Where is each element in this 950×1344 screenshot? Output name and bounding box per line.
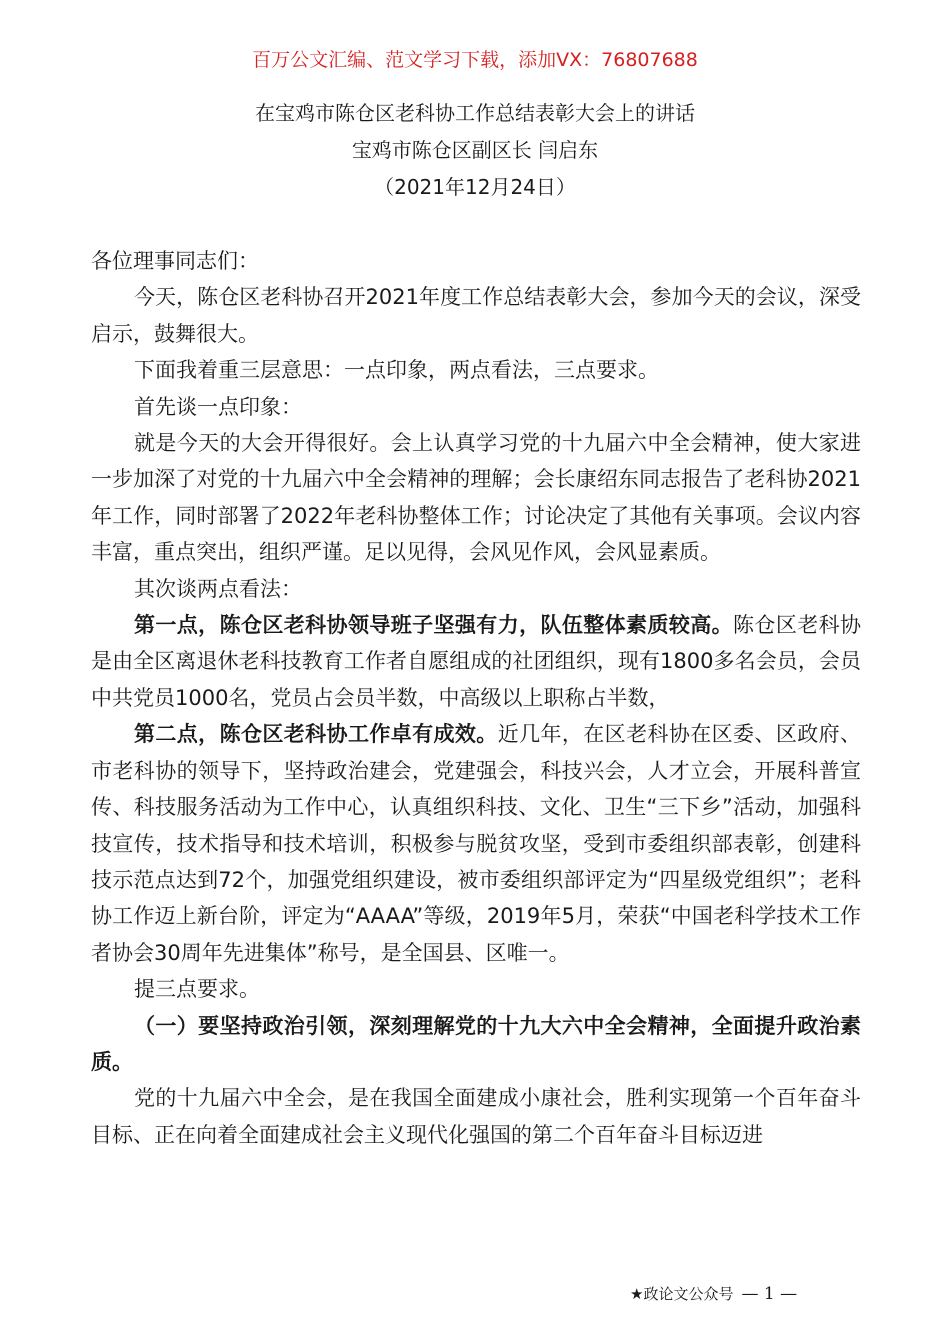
point-text: 陈仓区老科协是由全区离退休老科技教育工作者自愿组成的社团组织，现有1800多名会员，会员中共党员1000名，党员占会员半数，中高级以上职称占半数， xyxy=(91,613,862,710)
page-footer xyxy=(630,1282,797,1306)
section-heading: （一）要坚持政治引领，深刻理解党的十九大六中全会精神，全面提升政治素质。 xyxy=(91,1013,861,1074)
paragraph: 首先谈一点印象： xyxy=(134,394,302,419)
point-text: 近几年，在区老科协在区委、区政府、市老科协的领导下，坚持政治建会，党建强会，科技兴会，人才立会，开展科普宣传、科技服务活动为工作中心，认真组织科技、文化、卫生“三下乡”活动，加强科技宣传，技术指导和技术培训，积极参与脱贫攻坚，受到市委组织部表彰，创建科技示范点达到72个，加强党组织建设，被市委组织部评定为“四星级党组织”；老科协工作迈上新台阶，评定为“AAAA”等级，2019年5月，荣获“中国老科学技术工作者协会30周年先进集体”称号，是全国县、区唯一。 xyxy=(91,722,862,965)
paragraph xyxy=(91,607,861,716)
speech-date: （2021年12月24日） xyxy=(374,175,576,199)
speech-title: 在宝鸡市陈仓区老科协工作总结表彰大会上的讲话 xyxy=(255,101,695,125)
speaker-line: 宝鸡市陈仓区副区长 闫启东 xyxy=(351,138,599,162)
point-heading: 第一点，陈仓区老科协领导班子坚强有力，队伍整体素质较高。 xyxy=(134,613,734,638)
paragraph: 就是今天的大会开得很好。会上认真学习党的十九届六中全会精神，使大家进一步加深了对党的十九届六中全会精神的理解；会长康绍东同志报告了老科协2021年工作，同时部署了2022年老科协整体工作；讨论决定了其他有关事项。会议内容丰富，重点突出，组织严谨。足以见得，会风见作风，会风显素质。 xyxy=(91,431,861,565)
page-number: — 1 — xyxy=(741,1284,798,1304)
salutation: 各位理事同志们： xyxy=(91,249,259,273)
point-heading: 第二点，陈仓区老科协工作卓有成效。 xyxy=(134,722,498,747)
speech-body xyxy=(91,243,861,1153)
paragraph: 提三点要求。 xyxy=(134,977,260,1002)
paragraph: 下面我着重三层意思：一点印象，两点看法，三点要求。 xyxy=(134,358,659,383)
paragraph xyxy=(91,716,861,971)
paragraph: 其次谈两点看法： xyxy=(134,576,302,601)
footer-source: ★政论文公众号 xyxy=(630,1285,734,1303)
watermark-notice: 百万公文汇编、范文学习下载，添加VX：76807688 xyxy=(252,49,698,71)
paragraph: 今天，陈仓区老科协召开2021年度工作总结表彰大会，参加今天的会议，深受启示，鼓舞很大。 xyxy=(91,285,861,346)
paragraph: 党的十九届六中全会，是在我国全面建成小康社会，胜利实现第一个百年奋斗目标、正在向着全面建成社会主义现代化强国的第二个百年奋斗目标迈进 xyxy=(91,1086,861,1147)
